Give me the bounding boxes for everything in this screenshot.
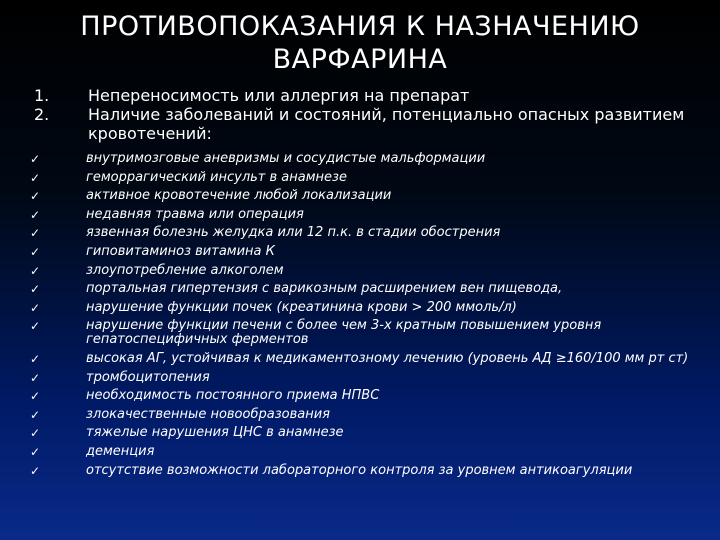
checkmark-icon: ✓ — [30, 152, 41, 166]
list-item-text: нарушение функции печени с более чем 3-х кратным повышением уровня гепатоспецифичных ферментов — [86, 318, 602, 348]
checkmark-icon: ✓ — [30, 426, 41, 441]
list-item — [30, 371, 700, 385]
checkmark-icon: ✓ — [30, 351, 41, 366]
list-item — [30, 464, 700, 478]
list-item-text: необходимость постоянного приема НПВС — [86, 388, 380, 404]
list-item-text: недавняя травма или операция — [86, 206, 304, 222]
list-item-text: отсутствие возможности лабораторного контроля за уровнем антикоагуляции — [86, 462, 633, 478]
list-item — [30, 352, 700, 366]
list-item-text: деменция — [86, 443, 155, 459]
list-item — [30, 445, 700, 459]
checkmark-icon: ✓ — [30, 389, 41, 404]
title-line-2: ВАРФАРИНА — [272, 44, 448, 75]
list-item-text: высокая АГ, устойчивая к медикаментозному лечению (уровень АД ≥160/100 мм рт ст) — [86, 350, 689, 366]
list-item-text: тромбоцитопения — [86, 369, 210, 385]
contraindication-list — [30, 152, 700, 482]
list-item — [30, 408, 700, 422]
numbered-list — [34, 86, 694, 143]
checkmark-icon: ✓ — [30, 244, 41, 259]
list-item-text: геморрагический инсульт в анамнезе — [86, 169, 347, 185]
list-item — [30, 319, 700, 347]
title-line-1: ПРОТИВОПОКАЗАНИЯ К НАЗНАЧЕНИЮ — [80, 11, 640, 42]
list-item-text: злокачественные новообразования — [86, 406, 330, 422]
list-item — [30, 189, 700, 203]
list-item — [30, 171, 700, 185]
slide-title — [0, 10, 720, 76]
checkmark-icon: ✓ — [30, 170, 41, 185]
list-item — [30, 264, 700, 278]
list-item-text: язвенная болезнь желудка или 12 п.к. в стадии обострения — [86, 225, 501, 241]
item-text: Непереносимость или аллергия на препарат — [88, 86, 470, 105]
list-item-text: гиповитаминоз витамина К — [86, 243, 275, 259]
list-item-text: активное кровотечение любой локализации — [86, 188, 392, 204]
list-item — [30, 301, 700, 315]
checkmark-icon: ✓ — [30, 282, 41, 297]
numbered-item — [34, 105, 694, 143]
checkmark-icon: ✓ — [30, 300, 41, 315]
numbered-item — [34, 86, 694, 105]
list-item — [30, 426, 700, 440]
item-number: 2. — [34, 105, 50, 124]
checkmark-icon: ✓ — [30, 189, 41, 204]
list-item — [30, 389, 700, 403]
list-item — [30, 226, 700, 240]
list-item — [30, 282, 700, 296]
checkmark-icon: ✓ — [30, 444, 41, 459]
list-item — [30, 208, 700, 222]
list-item — [30, 245, 700, 259]
checkmark-icon: ✓ — [30, 370, 41, 385]
list-item-text: нарушение функции почек (креатинина крови > 200 ммоль/л) — [86, 299, 517, 315]
item-text: Наличие заболеваний и состояний, потенциально опасных развитием кровотечений: — [88, 105, 685, 143]
checkmark-icon: ✓ — [30, 407, 41, 422]
checkmark-icon: ✓ — [30, 263, 41, 278]
list-item-text: тяжелые нарушения ЦНС в анамнезе — [86, 425, 344, 441]
list-item-text: портальная гипертензия с варикозным расширением вен пищевода, — [86, 281, 563, 297]
list-item-text: злоупотребление алкоголем — [86, 262, 284, 278]
checkmark-icon: ✓ — [30, 207, 41, 222]
checkmark-icon: ✓ — [30, 463, 41, 478]
checkmark-icon: ✓ — [30, 226, 41, 241]
list-item-text: внутримозговые аневризмы и сосудистые мальформации — [86, 151, 486, 166]
item-number: 1. — [34, 86, 50, 105]
list-item — [30, 152, 700, 166]
checkmark-icon: ✓ — [30, 319, 41, 334]
